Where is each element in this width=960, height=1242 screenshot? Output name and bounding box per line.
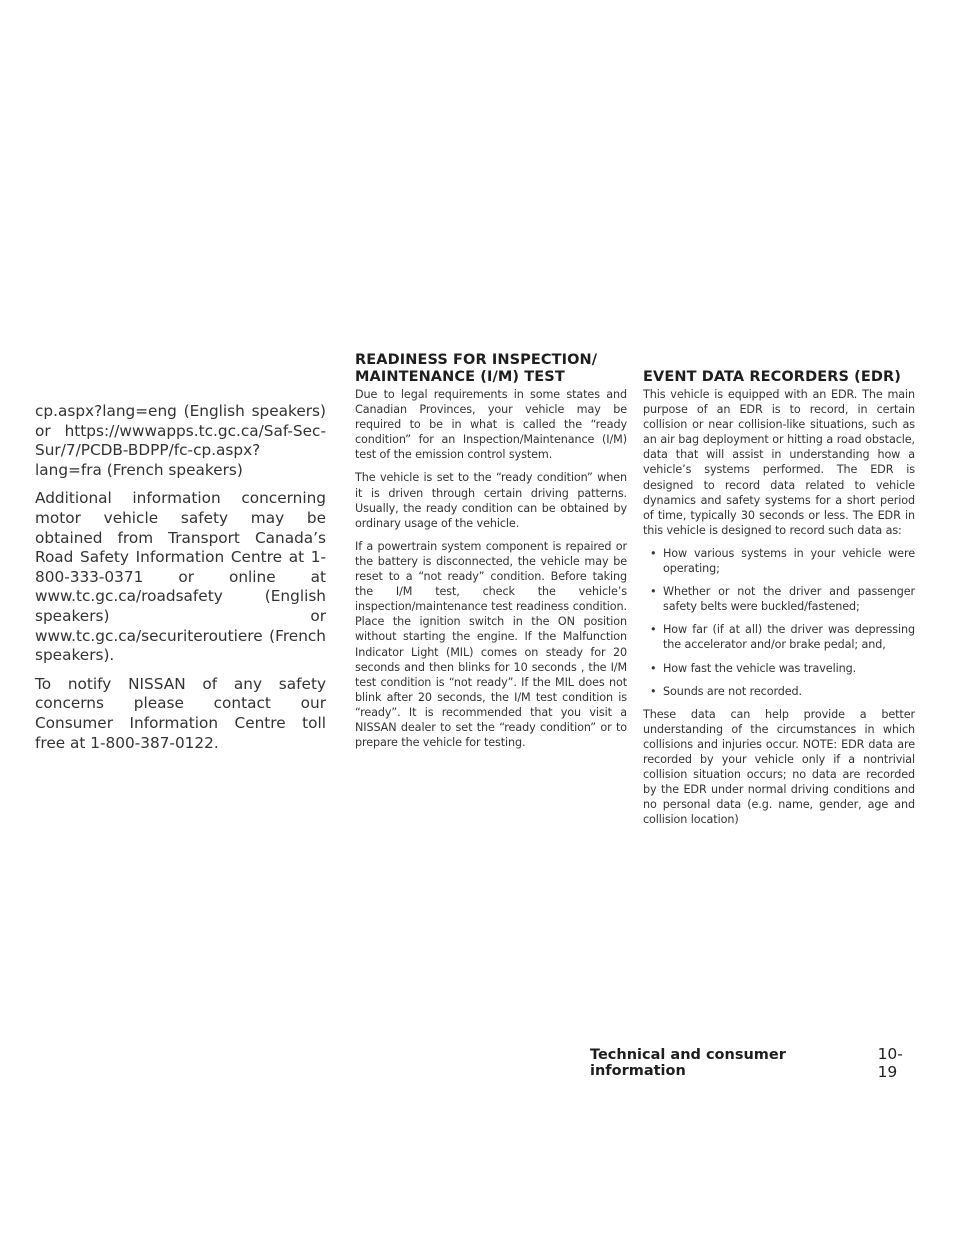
bullet-icon: • [650,585,657,599]
right-column [643,352,915,835]
bullet-icon: • [650,546,657,560]
list-item: • Whether or not the driver and passenger safety belts were buckled/fastened; [650,585,915,614]
left-column [35,402,326,762]
paragraph-edr-intro: This vehicle is equipped with an EDR. The main purpose of an EDR is to record, in certain collision or near collision-like situations, such as an air bag deployment or hitting a road obstacle, data that will assist in understanding how a vehicle’s systems performed. The EDR is designed to record data related to vehicle dynamics and safety systems for a short period of time, typically 30 seconds or less. The EDR in this vehicle is designed to record such data as: [643,388,915,537]
paragraph-urls: cp.aspx?lang=eng (English speakers) or https://wwwapps.tc.gc.ca/Saf-Sec-Sur/7/PCDB-BDPP/fc-cp.aspx?lang=fra (French speakers) [35,402,326,479]
paragraph-legal-requirements: Due to legal requirements in some states and Canadian Provinces, your vehicle may be required to be in what is called the “ready condition” for an Inspection/Maintenance (I/M) test of the emission control system. [355,388,627,462]
edr-data-list [643,546,915,699]
readiness-body [355,387,627,750]
heading-line-2: MAINTENANCE (I/M) TEST [355,368,565,385]
section-heading-readiness [355,352,627,385]
list-item: • How far (if at all) the driver was depressing the accelerator and/or brake pedal; and, [650,623,915,652]
paragraph-powertrain: If a powertrain system component is repaired or the battery is disconnected, the vehicle may be reset to a “not ready” condition. Before taking the I/M test, check the vehicle’s inspection/maintenance test readiness condition. Place the ignition switch in the ON position without starting the engine. If the Malfunction Indicator Light (MIL) comes on steady for 20 seconds and then blinks for 10 seconds , the I/M test condition is “not ready”. If the MIL does not blink after 20 seconds, the I/M test condition is “ready”. It is recommended that you visit a NISSAN dealer to set the “ready condition” or to prepare the vehicle for testing. [355,539,627,750]
list-item: • Sounds are not recorded. [650,684,803,698]
page-footer [590,1045,920,1081]
heading-line-1: READINESS FOR INSPECTION/ [355,352,598,368]
page-number: 10-19 [877,1045,903,1081]
paragraph-notify-nissan: To notify NISSAN of any safety concerns please contact our Consumer Information Centre toll free at 1-800-387-0122. [35,674,326,752]
footer-section-title: Technical and consumer information [590,1047,786,1079]
paragraph-edr-closing: These data can help provide a better understanding of the circumstances in which collisions and injuries occur. NOTE: EDR data are recorded by your vehicle only if a nontrivial collision situation occurs; no data are recorded by the EDR under normal driving conditions and no personal data (e.g. name, gender, age and collision location) [643,707,915,827]
list-item: • How fast the vehicle was traveling. [650,661,857,675]
list-item: • How various systems in your vehicle were operating; [650,546,915,576]
paragraph-transport-canada: Additional information concerning motor vehicle safety may be obtained from Transport Canada’s Road Safety Information Centre at 1-800-333-0371 or online at www.tc.gc.ca/roadsafety (English speakers) or www.tc.gc.ca/securiteroutiere (French speakers). [35,489,326,665]
middle-column [355,352,627,758]
bullet-icon: • [650,661,657,675]
edr-body [643,387,915,827]
section-heading-edr: EVENT DATA RECORDERS (EDR) [643,368,902,385]
bullet-icon: • [650,623,657,637]
paragraph-ready-condition: The vehicle is set to the “ready condition” when it is driven through certain driving patterns. Usually, the ready condition can be obtained by ordinary usage of the vehicle. [355,471,627,530]
bullet-icon: • [650,684,657,698]
